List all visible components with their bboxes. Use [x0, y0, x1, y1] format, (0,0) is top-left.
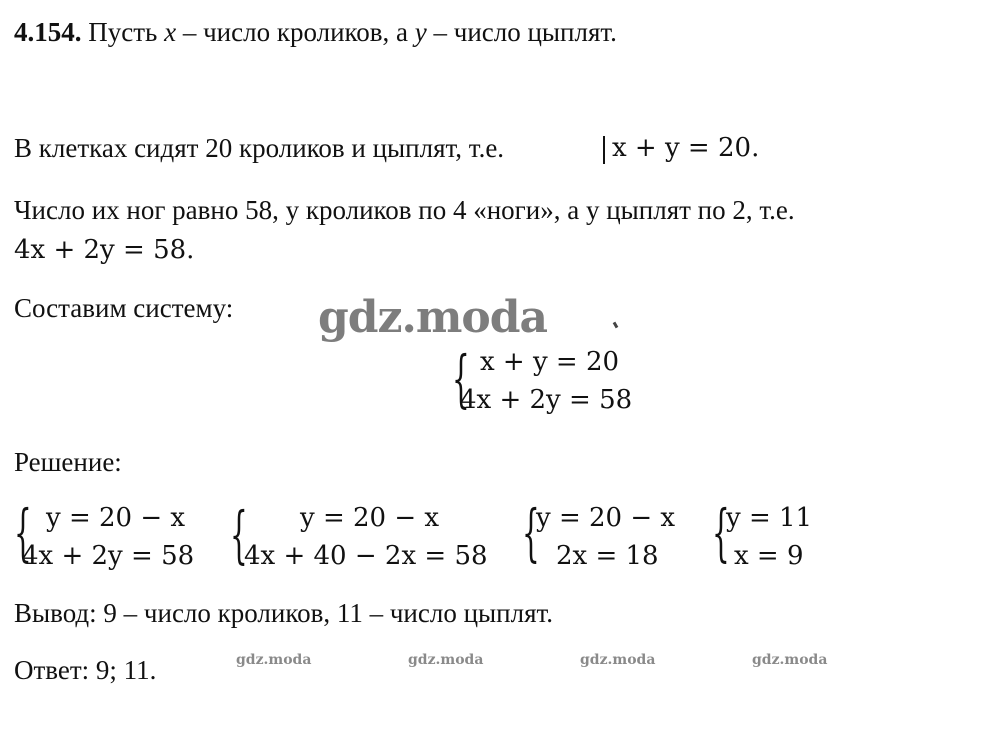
- step3-eq1: y = 20 − x: [536, 503, 676, 533]
- variable-y: y: [414, 17, 427, 47]
- statement-pre: Пусть: [88, 17, 165, 47]
- step1-brace: {: [14, 496, 32, 569]
- step2-brace: {: [230, 498, 248, 571]
- system-eq1: x + y = 20: [480, 347, 620, 377]
- cursor-bar: [603, 136, 605, 164]
- watermark-small: gdz.moda: [580, 652, 656, 668]
- problem-statement: [14, 16, 617, 48]
- step3-eq2: 2x = 18: [556, 541, 659, 571]
- step4-eq1: y = 11: [726, 503, 813, 533]
- step3-brace: {: [522, 496, 540, 569]
- problem-number: 4.154.: [14, 17, 82, 47]
- step2-eq2: 4x + 40 − 2x = 58: [244, 541, 488, 571]
- legs-equation: 4x + 2y = 58.: [14, 235, 195, 265]
- watermark-logo: gdz.moda: [318, 292, 548, 343]
- statement-post: – число цыплят.: [426, 17, 617, 47]
- statement-mid: – число кроликов, а: [176, 17, 415, 47]
- step2-eq1: y = 20 − x: [300, 503, 440, 533]
- variable-x: x: [164, 17, 177, 47]
- answer-text: Ответ: 9; 11.: [14, 655, 157, 685]
- line-legs-count: Число их ног равно 58, у кроликов по 4 «ноги», а у цыплят по 2, т.е.: [14, 195, 795, 225]
- step4-brace: {: [712, 496, 730, 569]
- watermark-small: gdz.moda: [752, 652, 828, 668]
- compose-system-label: Составим систему:: [14, 293, 234, 323]
- conclusion-text: Вывод: 9 – число кроликов, 11 – число цыплят.: [14, 598, 554, 628]
- line-rabbits-chickens-total: [14, 132, 504, 164]
- step1-eq1: y = 20 − x: [46, 503, 186, 533]
- watermark-tick: [613, 322, 619, 329]
- system-brace: {: [452, 342, 470, 415]
- total-equation: x + y = 20.: [612, 133, 760, 163]
- step4-eq2: x = 9: [734, 541, 804, 571]
- total-text: В клетках сидят 20 кроликов и цыплят, т.е.: [14, 133, 505, 163]
- step1-eq2: 4x + 2y = 58: [22, 541, 195, 571]
- watermark-small: gdz.moda: [408, 652, 484, 668]
- solution-label: Решение:: [14, 447, 122, 477]
- system-eq2: 4x + 2y = 58: [460, 385, 633, 415]
- watermark-small: gdz.moda: [236, 652, 312, 668]
